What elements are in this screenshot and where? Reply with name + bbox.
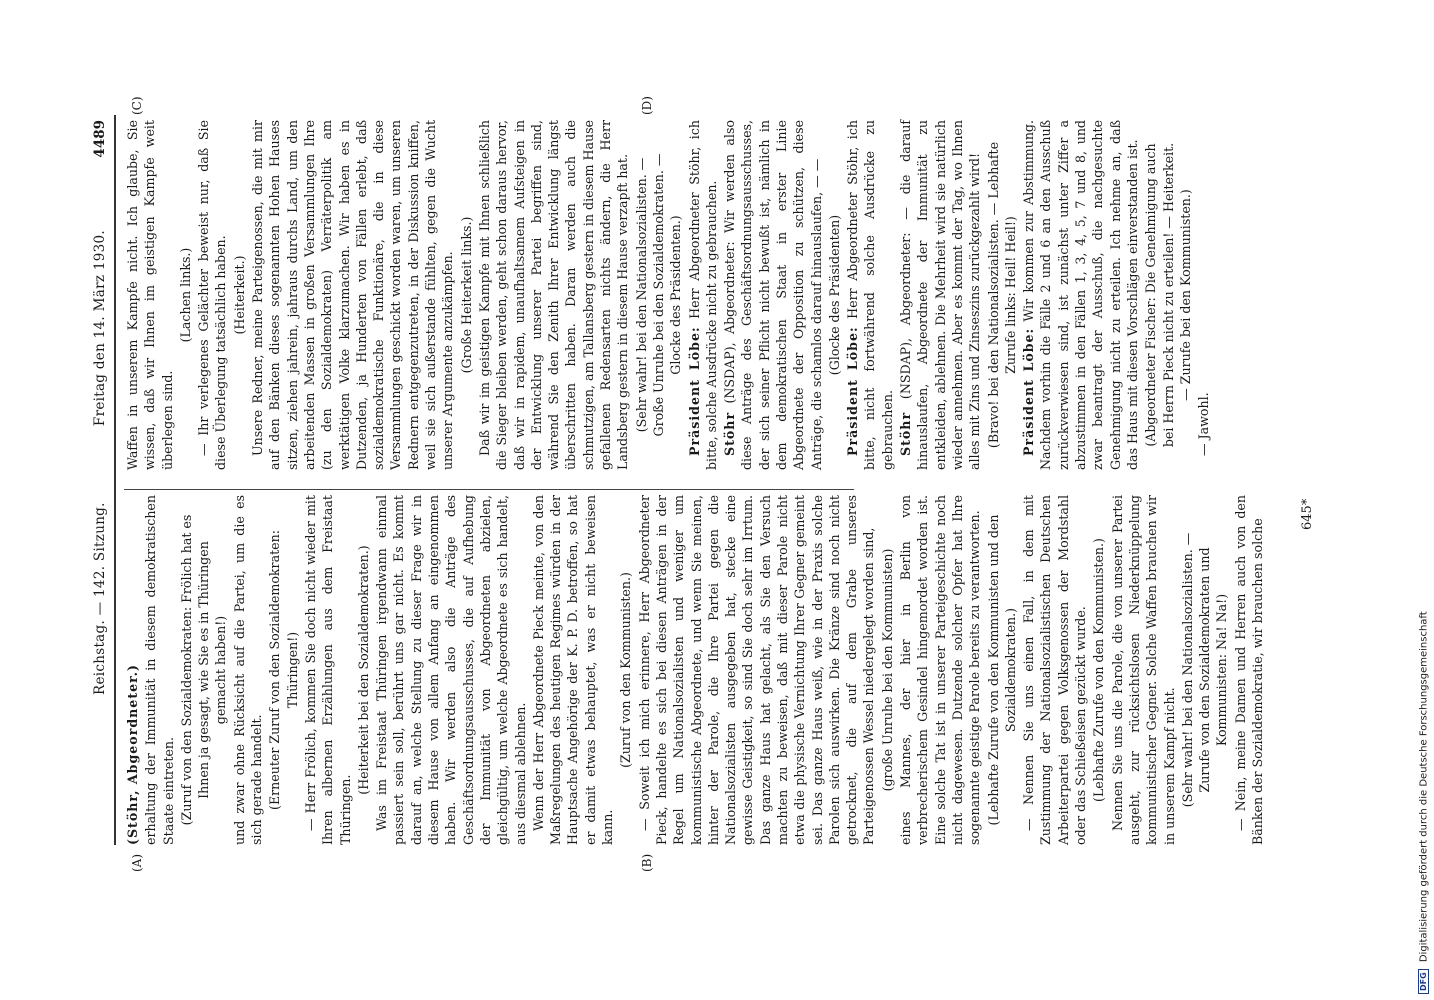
paragraph: [1195, 120, 1212, 470]
paragraph-text: — Soweit ich mich erinnere, Herr Abgeordneter Pieck, handelte es sich bei diesen Anträgen in der Regel um Nationalsozialisten und weniger um kommunistische Abgeordnete, und wenn Sie meinen, hinter der Parole, die Ihre Partei gegen die Nationalsozialisten ausgegeben hat, stecke eine gewisse Geistigkeit, so sind Sie doch sehr im Irrtum. Das ganze Haus hat gelacht, als Sie den Versuch machten zu beweisen, daß mit dieser Parole nicht etwa die physische Vernichtung Ihrer Gegner gemeint sei. Das ganze Haus weiß, wie in der Praxis solche Parolen sich auswirken. Die Kränze sind noch nicht getrocknet, die auf dem Grabe unseres Parteigenossen Wessel niedergelegt worden sind,: [636, 495, 877, 845]
paragraph: [985, 495, 1020, 845]
paragraph: [302, 495, 354, 845]
speaker-name: (Stöhr, Abgeordneter.): [125, 664, 140, 845]
paragraph-text: erhaltung der Immunität in diesem demokratischen Staate eintreten.: [143, 495, 176, 845]
paragraph: [1109, 495, 1178, 845]
paragraph-text: (große Unruhe bei den Kommunisten): [879, 548, 895, 792]
page-header-titles: [88, 120, 114, 845]
paragraph-text: — Ihr verlegenes Gelächter beweist nur, daß Sie diese Überlegung tatsächlich haben.: [196, 120, 229, 470]
paragraph: [1090, 495, 1107, 845]
paragraph: [1020, 495, 1089, 845]
speaker-name: Präsident Löbe:: [686, 326, 702, 456]
paragraph: [721, 120, 825, 470]
margin-marker-b: (B): [640, 853, 654, 872]
header-rule: [114, 115, 116, 845]
paragraph: [985, 120, 1020, 470]
dfg-logo: DFG: [1418, 969, 1429, 994]
paragraph: [636, 495, 878, 845]
paragraph-text: (Zuruf von den Kommunisten.): [618, 572, 634, 768]
paragraph-text: eines Mannes, der hier in Berlin von verbrecherischem Gesindel hingemordet worden ist. Eine solche Tat ist in unserer Parteigeschichte noch nicht dagewesen. Dutzende solcher Opfer hat Ihre sogenannte geistige Parole bereits zu verantworten.: [898, 495, 983, 845]
paragraph-text: (Abgeordneter Fischer: Die Genehmigung auch bei Herrn Pieck nicht zu erteilen! — Heiterkeit. — Zurufe bei den Kommunisten.): [1143, 142, 1193, 448]
paragraph: [897, 495, 983, 845]
paragraph-text: Waffen in unserem Kampfe nicht. Ich glaube, Sie wissen, daß wir Ihnen im geistigen Kampfe weit überlegen sind.: [125, 120, 175, 470]
paragraph-text: (Erneuter Zuruf von den Sozialdemokraten: Thüringen!): [267, 530, 300, 810]
paragraph: [124, 120, 176, 470]
paragraph: [373, 495, 529, 845]
digitization-note: [1418, 14, 1430, 994]
paragraph: [231, 495, 266, 845]
paragraph-text: Herr Abgeordneter Stöhr, ich bitte, nicht fortwährend solche Ausdrücke zu gebrauchen.: [845, 120, 895, 470]
paragraph: [195, 120, 230, 470]
paragraph: [844, 120, 896, 470]
speaker-name: Präsident Löbe:: [845, 326, 861, 456]
digitization-text: Digitalisierung gefördert durch die Deutsche Forschungsgemeinschaft: [1418, 611, 1430, 963]
paragraph-text: (Lebhafte Zurufe von den Kommunisten.): [1091, 538, 1107, 802]
paragraph: [124, 495, 141, 845]
paragraph-text: (NSDAP), Abgeordneter: — die darauf hinauslaufen, Abgeordnete der Immunität zu entkleiden, ablehnen. Die Mehrheit wird sie natürlich wieder annehmen. Aber es kommt der Tag, wo Ihnen alles mit Zins und Zinseszins zurückgezahlt wird!: [898, 120, 983, 470]
paragraph-text: (Heiterkeit.): [231, 255, 247, 335]
paragraph: [617, 495, 634, 845]
paragraph-text: Wenn der Herr Abgeordnete Pieck meinte, von den Maßregelungen des heutigen Regimes würden in der Hauptsache Angehörige der K. P. D. betroffen, so hat er damit etwas behauptet, was er nicht beweisen kann.: [530, 495, 616, 845]
paragraph: [355, 495, 372, 845]
page-code: 645*: [1300, 498, 1315, 530]
paragraph: [1020, 120, 1141, 470]
paragraph-text: (Sehr wahr! bei den Nationalsozialisten. — Große Unruhe bei den Sozialdemokraten. — Glocke des Präsidenten.): [633, 153, 684, 437]
paragraph-text: — Nennen Sie uns einen Fall, in dem mit Zustimmung der Nationalsozialistischen Deutschen Arbeiterpartei gegen Volksgenossen der Mordstahl oder das Schießeisen gezückt wurde.: [1021, 495, 1089, 845]
paragraph: [1179, 495, 1231, 845]
paragraph: [826, 120, 843, 470]
paragraph: [686, 120, 721, 470]
paragraph: [897, 120, 983, 470]
paragraph-text: Wir kommen zur Abstimmung. Nachdem vorhin die Fälle 2 und 6 an den Ausschuß zurückverwiesen sind, ist zunächst unter Ziffer a abzustimmen in den Fällen 1, 3, 4, 5, 7 und 8, und zwar beantragt der Ausschuß, die nachgesuchte Genehmigung nicht zu erteilen. Ich nehme an, daß das Haus mit diesen Vorschlägen einverstanden ist.: [1021, 120, 1140, 470]
margin-marker-c: (C): [130, 96, 144, 115]
margin-marker-a: (A): [130, 853, 144, 872]
paragraph: [178, 495, 230, 845]
session-date: Freitag den 14. März 1930.: [92, 230, 108, 427]
speaker-name: Stöhr: [722, 411, 738, 456]
page-number: 4489: [92, 120, 108, 158]
paragraph-text: (Lebhafte Zurufe von den Kommunisten und den Sozialdemokraten.): [985, 514, 1018, 826]
paragraph: [1232, 495, 1267, 845]
paragraph: [530, 495, 616, 845]
margin-marker-d: (D): [640, 96, 654, 115]
paragraph-text: (NSDAP), Abgeordneter: Wir werden also diese Anträge des Geschäftsordnungsausschusses, der sich seiner Pflicht nicht bewußt ist, nämlich in dem demokratischen Staat in erster Linie Abgeordnete der Opposition zu schützen, diese Anträge, die schamlos darauf hinauslaufen, — —: [722, 120, 824, 470]
column-divider: [124, 489, 854, 490]
paragraph: [458, 120, 475, 470]
paragraph: [633, 120, 685, 470]
speaker-name: Stöhr: [898, 411, 914, 456]
paragraph: [476, 120, 632, 470]
paragraph-text: (Bravo! bei den Nationalsozialisten. — Lebhafte Zurufe links: Heil! Heil!): [985, 141, 1018, 449]
paragraph-text: und zwar ohne Rücksicht auf die Partei, um die es sich gerade handelt.: [231, 495, 265, 845]
paragraph-text: Unsere Redner, meine Parteigenossen, die mit mir auf den Bänken dieses sogenannten Hohen Hauses sitzen, ziehen jahrein, jahraus durchs Land, um den arbeitenden Massen in großen Versammlungen Ihre (zu den Sozialdemokraten) Verräterpolitik am werktätigen Volke klarzumachen. Wir haben es in Dutzenden, ja Hunderten von Fällen erlebt, daß sozialdemokratische Funktionäre, die in diese Versammlungen geschickt worden waren, um unseren Rednern entgegenzutreten, in der Diskussion kniffen, weil sie sich außerstande fühlten, gegen die Wucht unserer Argumente anzukämpfen.: [250, 120, 456, 470]
paragraph-text: (Sehr wahr! bei den Nationalsozialisten. — Zurufe von den Sozialdemokraten und Kommunisten: Na! Na!): [1179, 532, 1230, 808]
paragraph-text: (Glocke des Präsidenten): [826, 214, 842, 376]
paragraph-text: Daß wir im geistigen Kampfe mit Ihnen schließlich die Sieger bleiben werden, geht schon daraus hervor, daß wir in rapidem, unaufhaltsamem Aufsteigen in der Entwicklung unserer Partei begriffen sind, während Sie den Zenith Ihrer Entwicklung längst überschritten haben. Daran werden auch die schmutzigen, am Tallansberg gestern in diesem Hause gefallenen Redensarten nichts ändern, die Herr Landsberg gestern in diesem Hause verzapft hat.: [476, 120, 631, 470]
paragraph-text: — Jawohl.: [1196, 392, 1212, 456]
paragraph-text: Was im Freistaat Thüringen irgendwann einmal passiert sein soll, berührt uns gar nicht. Es kommt darauf an, welche Stellung zu dieser Frage wir in diesem Hause von allem Anfang an eingenommen haben. Wir werden also die Anträge des Geschäftsordnungsausschusses, die auf Aufhebung der Immunität von Abgeordneten abzielen, gleichgültig, um welche Abgeordnete es sich handelt, aus diesmal ablehnen.: [374, 495, 528, 845]
speaker-name: Präsident Löbe:: [1021, 327, 1037, 456]
paragraph: [1142, 120, 1194, 470]
paragraph-text: (Große Heiterkeit links.): [458, 216, 474, 374]
session-title: Reichstag. — 142. Sitzung.: [92, 502, 108, 695]
right-column: [124, 120, 1213, 470]
paragraph-text: — Herr Frölich, kommen Sie doch nicht wieder mit Ihren albernen Erzählungen aus dem Freistaat Thüringen.: [302, 495, 353, 845]
paragraph-text: (Zuruf von den Sozialdemokraten: Frölich hat es Ihnen ja gesagt, wie Sie es in Thüringen gemacht haben!): [178, 514, 229, 826]
paragraph-text: (Heiterkeit bei den Sozialdemokraten.): [355, 545, 371, 795]
paragraph-text: — Nein, meine Damen und Herren auch von den Bänken der Sozialdemokratie, wir brauchen solche: [1232, 495, 1265, 845]
paragraph: [266, 495, 301, 845]
paragraph-text: (Lachen links.): [177, 247, 193, 343]
left-column: [124, 495, 1267, 845]
paragraph-text: Herr Abgeordneter Stöhr, ich bitte, solche Ausdrücke nicht zu gebrauchen.: [686, 120, 719, 470]
paragraph: [879, 495, 896, 845]
paragraph: [142, 495, 177, 845]
paragraph: [231, 120, 248, 470]
paragraph: [249, 120, 457, 470]
paragraph-text: Nennen Sie uns die Parole, die von unserer Partei ausgeht, zur rücksichtslosen Niederknüppelung kommunistischer Gegner. Solche Waffen brauchen wir in unserem Kampf nicht.: [1109, 495, 1177, 845]
paragraph: [177, 120, 194, 470]
